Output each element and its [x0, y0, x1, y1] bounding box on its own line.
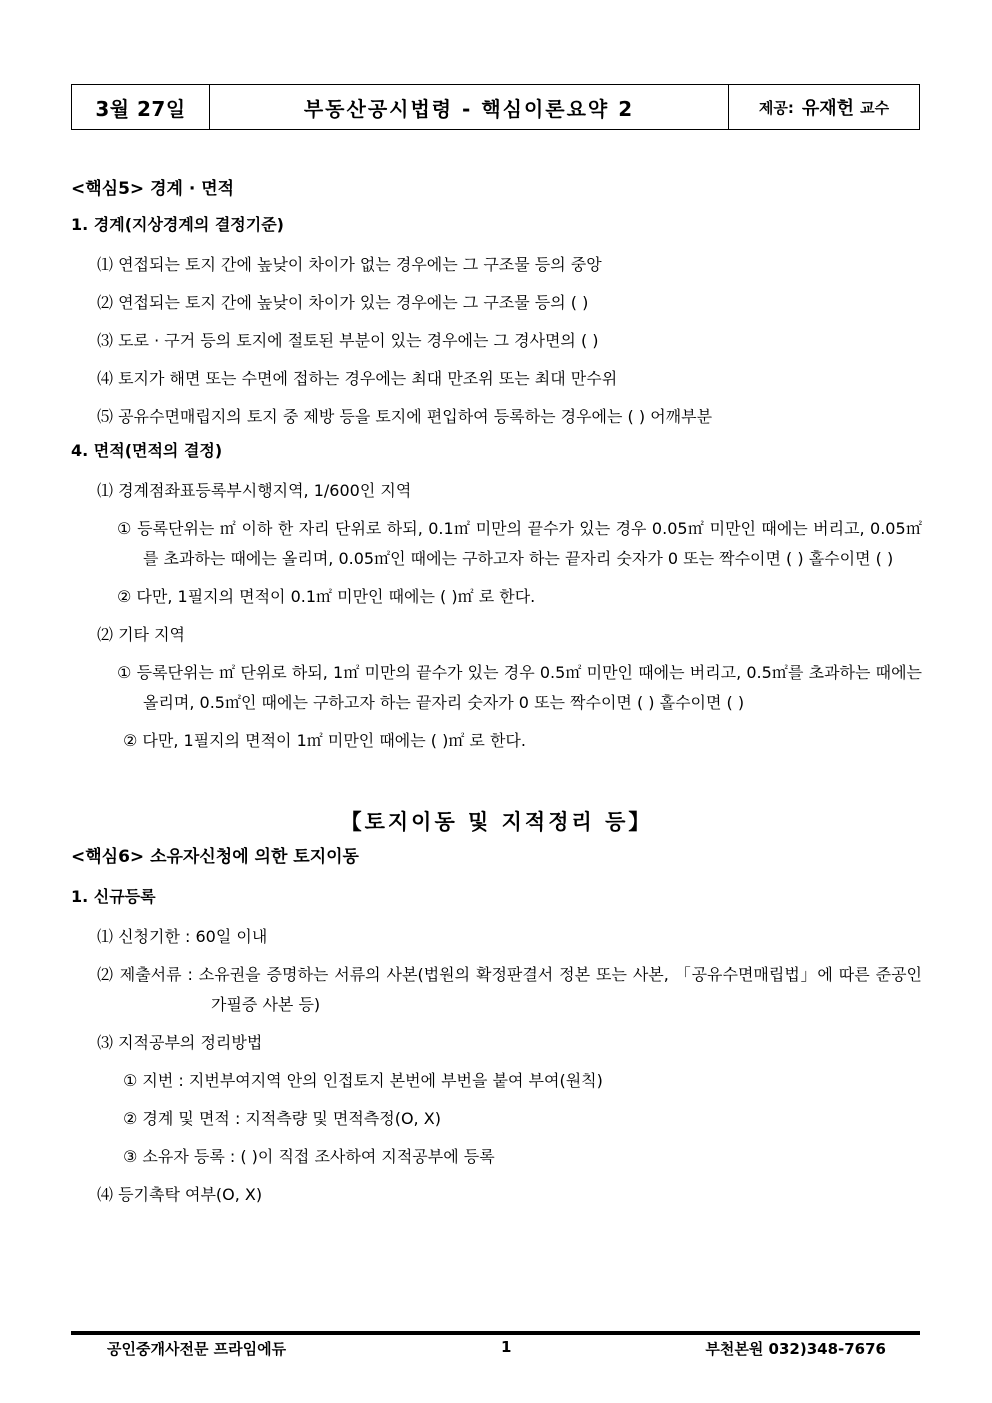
provider-label: 제공: [758, 98, 794, 117]
area-item-2a: ① 등록단위는 ㎡ 단위로 하되, 1㎡ 미만의 끝수가 있는 경우 0.5㎡ 미만인 때에는 버리고, 0.5㎡를 초과하는 때에는 올리며, 0.5㎡인 때에는 구하고자 하는 끝자리 숫자가 0 또는 짝수이면 ( ) 홀수이면 ( ) [117, 663, 922, 712]
area-item-1a: ① 등록단위는 ㎡ 이하 한 자리 단위로 하되, 0.1㎡ 미만의 끝수가 있는 경우 0.05㎡ 미만인 때에는 버리고, 0.05㎡를 초과하는 때에는 올리며, 0.05㎡인 때에는 구하고자 하는 끝자리 숫자가 0 또는 짝수이면 ( ) 홀수이면 ( ) [117, 519, 922, 568]
provider-name: 유재헌 [801, 98, 855, 119]
header-title: 부동산공시법령 - 핵심이론요약 2 [210, 85, 729, 129]
new-registration-heading: 1. 신규등록 [71, 887, 156, 906]
boundary-item-5: ⑸ 공유수면매립지의 토지 중 제방 등을 토지에 편입하여 등록하는 경우에는 ( ) 어깨부분 [97, 407, 713, 426]
registration-item-3c: ③ 소유자 등록 : ( )이 직접 조사하여 지적공부에 등록 [123, 1147, 495, 1166]
registration-item-3: ⑶ 지적공부의 정리방법 [97, 1033, 263, 1052]
area-item-1b: ② 다만, 1필지의 면적이 0.1㎡ 미만인 때에는 ( )㎡ 로 한다. [117, 587, 536, 606]
core5-heading: <핵심5> 경계 · 면적 [71, 179, 235, 199]
footer-contact: 부천본원 032)348-7676 [705, 1340, 886, 1358]
footer-rule [71, 1331, 920, 1335]
header-date: 3월 27일 [72, 85, 210, 129]
boundary-item-1: ⑴ 연접되는 토지 간에 높낮이 차이가 없는 경우에는 그 구조물 등의 중앙 [97, 255, 602, 274]
registration-item-3b: ② 경계 및 면적 : 지적측량 및 면적측정(O, X) [123, 1109, 441, 1128]
boundary-item-3: ⑶ 도로 · 구거 등의 토지에 절토된 부분이 있는 경우에는 그 경사면의 ( ) [97, 331, 599, 350]
footer [71, 1338, 920, 1360]
provider-rank: 교수 [860, 98, 890, 117]
header-box [71, 84, 920, 130]
core6-heading: <핵심6> 소유자신청에 의한 토지이동 [71, 847, 359, 867]
registration-item-1: ⑴ 신청기한 : 60일 이내 [97, 927, 268, 946]
footer-page-number: 1 [501, 1338, 512, 1356]
section-title: 【토지이동 및 지적정리 등】 [340, 809, 653, 834]
area-item-1: ⑴ 경계점좌표등록부시행지역, 1/600인 지역 [97, 481, 412, 500]
boundary-heading: 1. 경계(지상경계의 결정기준) [71, 215, 284, 234]
registration-item-4: ⑷ 등기촉탁 여부(O, X) [97, 1185, 263, 1204]
boundary-item-2: ⑵ 연접되는 토지 간에 높낮이 차이가 있는 경우에는 그 구조물 등의 ( ) [97, 293, 589, 312]
area-item-2b: ② 다만, 1필지의 면적이 1㎡ 미만인 때에는 ( )㎡ 로 한다. [123, 731, 526, 750]
header-provider [729, 85, 919, 129]
boundary-item-4: ⑷ 토지가 해면 또는 수면에 접하는 경우에는 최대 만조위 또는 최대 만수위 [97, 369, 618, 388]
document-body [71, 172, 922, 1210]
area-item-2: ⑵ 기타 지역 [97, 625, 185, 644]
registration-item-2: ⑵ 제출서류 : 소유권을 증명하는 서류의 사본(법원의 확정판결서 정본 또는 사본, 「공유수면매립법」에 따른 준공인가필증 사본 등) [97, 965, 922, 1014]
registration-item-3a: ① 지번 : 지번부여지역 안의 인접토지 본번에 부번을 붙여 부여(원칙) [123, 1071, 603, 1090]
footer-academy: 공인중개사전문 프라임에듀 [107, 1340, 287, 1358]
area-heading: 4. 면적(면적의 결정) [71, 441, 223, 460]
